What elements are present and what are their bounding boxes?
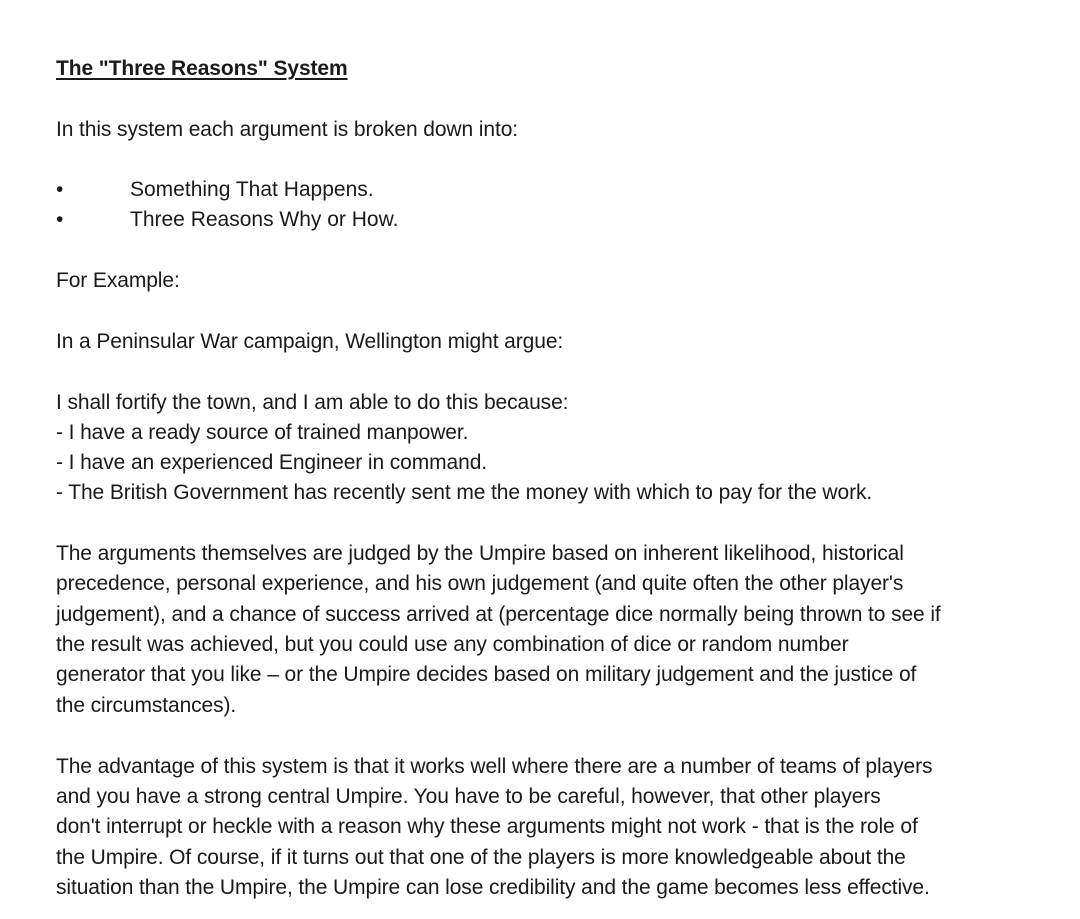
paragraph-line: the result was achieved, but you could use any combination of dice or random number [56, 633, 849, 656]
bullet-icon: • [56, 178, 64, 201]
paragraph-line: generator that you like – or the Umpire decides based on military judgement and the justice of [56, 663, 917, 686]
argument-reason: - I have an experienced Engineer in command. [56, 451, 488, 474]
document-title: The "Three Reasons" System [56, 57, 348, 80]
bullet-text: Something That Happens. [130, 178, 374, 201]
argument-reason: - I have a ready source of trained manpower. [56, 421, 469, 444]
bullet-icon: • [56, 208, 64, 231]
paragraph-line: don't interrupt or heckle with a reason why these arguments might not work - that is the role of [56, 815, 918, 838]
paragraph-line: judgement), and a chance of success arrived at (percentage dice normally being thrown to see if [56, 603, 941, 626]
paragraph-line: precedence, personal experience, and his own judgement (and quite often the other player's [56, 572, 904, 595]
argument-statement: I shall fortify the town, and I am able to do this because: [56, 391, 569, 414]
paragraph-line: the Umpire. Of course, if it turns out that one of the players is more knowledgeable about the [56, 846, 906, 869]
paragraph-line: the circumstances). [56, 694, 237, 717]
paragraph-line: The arguments themselves are judged by the Umpire based on inherent likelihood, historical [56, 542, 904, 565]
paragraph-line: and you have a strong central Umpire. You have to be careful, however, that other players [56, 785, 881, 808]
argument-reason: - The British Government has recently sent me the money with which to pay for the work. [56, 481, 873, 504]
intro-text: In this system each argument is broken down into: [56, 118, 519, 141]
paragraph-line: The advantage of this system is that it works well where there are a number of teams of players [56, 755, 933, 778]
example-label: For Example: [56, 269, 180, 292]
example-intro: In a Peninsular War campaign, Wellington might argue: [56, 330, 564, 353]
bullet-text: Three Reasons Why or How. [130, 208, 399, 231]
paragraph-line: situation than the Umpire, the Umpire can lose credibility and the game becomes less effective. [56, 876, 930, 899]
